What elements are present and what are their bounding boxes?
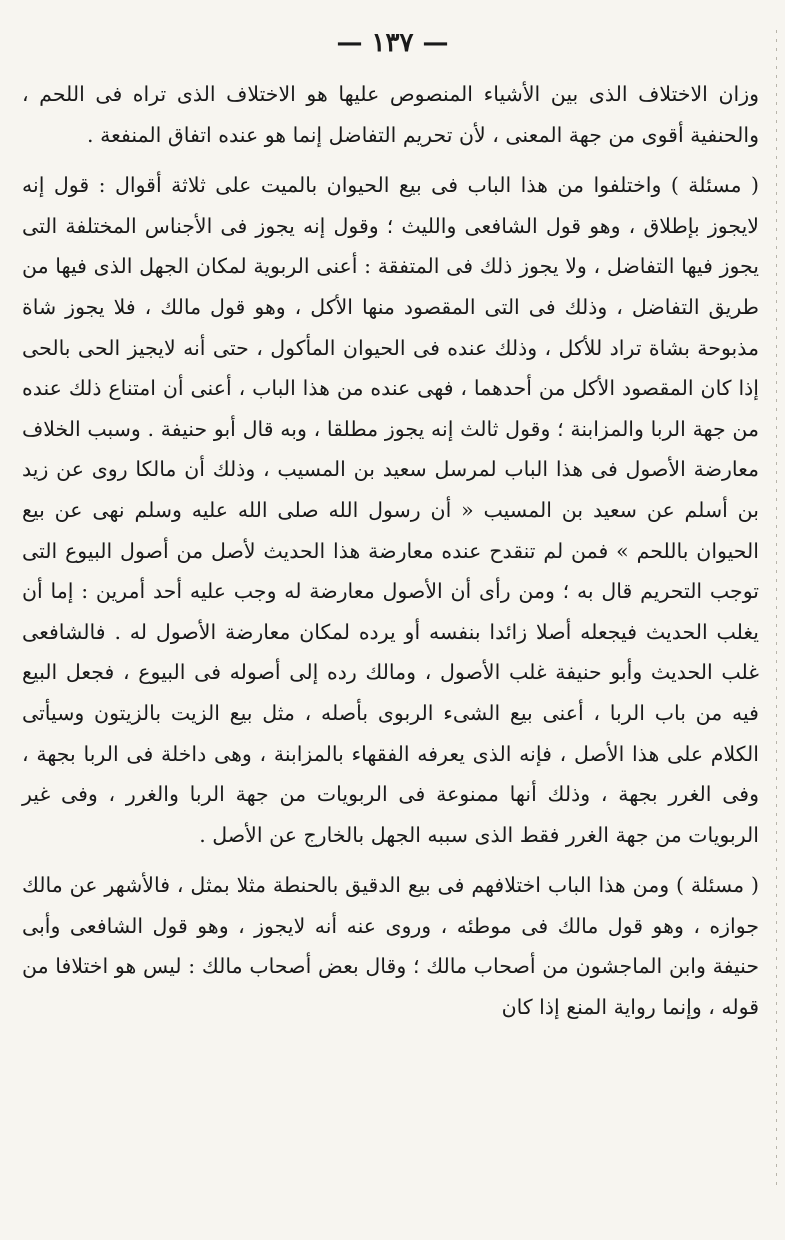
- page-number: — ١٣٧ —: [336, 28, 449, 58]
- page-edge-mark: [776, 30, 777, 1190]
- paragraph-1: وزان الاختلاف الذى بين الأشياء المنصوص عليها هو الاختلاف الذى تراه فى اللحم ، والحنفية أقوى من جهة المعنى ، لأن تحريم التفاضل إنما هو عنده اتفاق المنفعة .: [22, 82, 759, 147]
- paragraph-3: ( مسئلة ) ومن هذا الباب اختلافهم فى بيع الدقيق بالحنطة مثلا بمثل ، فالأشهر عن مالك جوازه ، وهو قول مالك فى موطئه ، وروى عنه أنه لايجوز ، وهو قول الشافعى وأبى حنيفة وابن الماجشون من أصحاب مالك ؛ وقال بعض أصحاب مالك : ليس هو اختلافا من قوله ، وإنما رواية المنع إذا كان: [22, 873, 759, 1020]
- page-body: [22, 74, 759, 1028]
- paragraph-2: ( مسئلة ) واختلفوا من هذا الباب فى بيع الحيوان بالميت على ثلاثة أقوال : قول إنه لايجوز بإطلاق ، وهو قول الشافعى والليث ؛ وقول إنه يجوز فى الأجناس المختلفة التى يجوز فيها التفاضل ، ولا يجوز ذلك فى المتفقة : أعنى الربوية لمكان الجهل الذى فيها من طريق التفاضل ، وذلك فى التى المقصود منها الأكل ، وهو قول مالك ، فلا يجوز شاة مذبوحة بشاة تراد للأكل ، وذلك عنده فى الحيوان المأكول ، حتى أنه لايجيز الحى بالحى إذا كان المقصود الأكل من أحدهما ، فهى عنده من هذا الباب ، أعنى أن امتناع ذلك عنده من جهة الربا والمزابنة ؛ وقول ثالث إنه يجوز مطلقا ، وبه قال أبو حنيفة . وسبب الخلاف معارضة الأصول فى هذا الباب لمرسل سعيد بن المسيب ، وذلك أن مالكا روى عن زيد بن أسلم عن سعيد بن المسيب « أن رسول الله صلى الله عليه وسلم نهى عن بيع الحيوان باللحم » فمن لم تنقدح عنده معارضة هذا الحديث لأصل من أصول البيوع التى توجب التحريم قال به ؛ ومن رأى أن الأصول معارضة له وجب عليه أحد أمرين : إما أن يغلب الحديث فيجعله أصلا زائدا بنفسه أو يرده لمكان معارضة الأصول له . فالشافعى غلب الحديث وأبو حنيفة غلب الأصول ، ومالك رده إلى أصوله فى البيوع ، فجعل البيع فيه من باب الربا ، أعنى بيع الشىء الربوى بأصله ، مثل بيع الزيت بالزيتون وسيأتى الكلام على هذا الأصل ، فإنه الذى يعرفه الفقهاء بالمزابنة ، وهى داخلة فى الربا بجهة ، وفى الغرر بجهة ، وذلك أنها ممنوعة فى الربويات من جهة الربا والغرر ، وفى غير الربويات من جهة الغرر فقط الذى سببه الجهل بالخارج عن الأصل .: [22, 173, 759, 847]
